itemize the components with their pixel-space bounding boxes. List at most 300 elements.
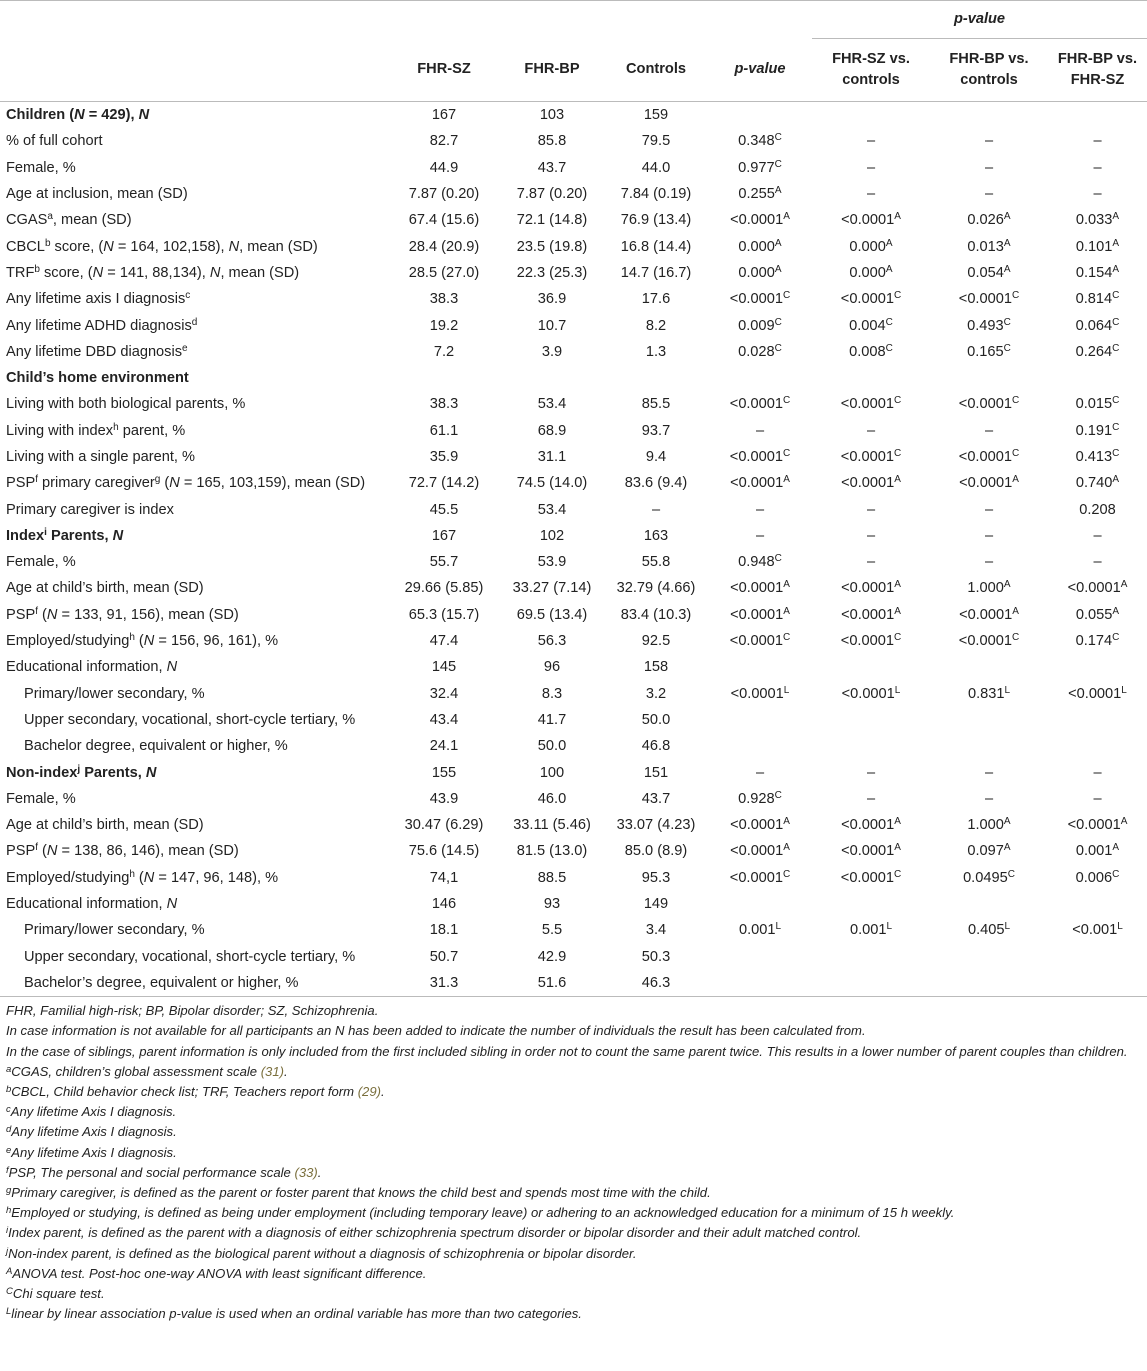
table-header (0, 1, 1147, 102)
cell-sz-vs-controls: – (866, 186, 876, 203)
row-label: CGAS$^a$, mean (SD) (6, 211, 132, 229)
cell-fhr-sz: 67.4 (15.6) (408, 212, 480, 229)
table-row (0, 444, 1147, 470)
table-row (0, 891, 1147, 917)
cell-bp-vs-controls: $0.054^A$ (967, 263, 1011, 281)
header-pvalue-group (812, 1, 1147, 39)
cell-bp-vs-sz (1048, 707, 1147, 733)
table-row (0, 812, 1147, 838)
cell-bp-vs-controls (930, 891, 1048, 917)
cell-fhr-sz: 167 (431, 107, 457, 124)
cell-controls: 76.9 (13.4) (620, 212, 692, 229)
cell-sz-vs-controls: – (866, 790, 876, 807)
row-label: Bachelor degree, equivalent or higher, % (24, 738, 288, 755)
cell-bp-vs-controls: $<0.0001^C$ (958, 448, 1020, 465)
row-label: Child’s home environment (6, 370, 189, 387)
cell-controls: 95.3 (641, 869, 671, 886)
cell-fhr-bp: 103 (539, 107, 565, 124)
cell-fhr-sz: 61.1 (429, 422, 459, 439)
table-row (0, 838, 1147, 864)
cell-fhr-sz: 75.6 (14.5) (408, 843, 480, 860)
header-sz-vs-controls: FHR-SZ vs. controls (812, 39, 930, 102)
table-row (0, 181, 1147, 207)
row-label: Any lifetime ADHD diagnosis$^d$ (6, 316, 198, 334)
cell-fhr-bp: 3.9 (541, 343, 563, 360)
cell-pvalue: $0.348^C$ (738, 132, 782, 150)
cell-bp-vs-sz (1048, 891, 1147, 917)
cell-fhr-sz: 145 (431, 659, 457, 676)
cell-pvalue: $0.000^A$ (738, 263, 782, 281)
cell-sz-vs-controls: $0.000^A$ (849, 263, 893, 281)
cell-bp-vs-sz: – (1093, 133, 1102, 150)
cell-fhr-sz: 28.5 (27.0) (408, 264, 480, 281)
table-row (0, 707, 1147, 733)
cell-bp-vs-controls (930, 707, 1048, 733)
cell-bp-vs-controls (930, 365, 1048, 391)
row-label: PSP$^f$ (N = 138, 86, 146), mean (SD) (6, 842, 239, 860)
footnote-mark: h (6, 1205, 12, 1217)
footnote: $^A$ANOVA test. Post-hoc one-way ANOVA with least significant difference. (6, 1265, 427, 1281)
cell-controls: 8.2 (645, 317, 667, 334)
table-row (0, 786, 1147, 812)
cell-pvalue: – (755, 422, 765, 439)
cell-sz-vs-controls: $0.001^L$ (849, 921, 893, 939)
cell-sz-vs-controls: $0.004^C$ (849, 316, 893, 334)
cell-bp-vs-sz (1048, 102, 1147, 129)
cell-sz-vs-controls: – (866, 527, 876, 544)
cell-sz-vs-controls: $<0.0001^A$ (841, 474, 901, 492)
cell-bp-vs-sz (1048, 654, 1147, 680)
cell-controls: 32.79 (4.66) (616, 580, 696, 597)
table-row (0, 917, 1147, 943)
row-label: Any lifetime DBD diagnosis$^e$ (6, 342, 188, 360)
cell-fhr-sz: 167 (431, 527, 457, 544)
cell-pvalue (708, 944, 812, 970)
cell-pvalue: $<0.0001^A$ (730, 605, 790, 623)
cell-bp-vs-sz: $0.055^A$ (1075, 605, 1120, 623)
cell-bp-vs-sz: $0.006^C$ (1075, 868, 1120, 886)
row-label: PSP$^f$ primary caregiver$^g$ (N = 165, 103,159), mean (SD) (6, 474, 366, 492)
section-row (0, 759, 1147, 785)
footnote: In the case of siblings, parent information is only included from the first included sibling in order not to count the same parent twice. This results in a lower number of parent couples than children. (6, 1043, 1128, 1059)
table-row (0, 391, 1147, 417)
table-row (0, 944, 1147, 970)
cell-fhr-sz: 31.3 (388, 970, 500, 997)
cell-bp-vs-sz: – (1093, 764, 1102, 781)
cell-fhr-sz: 72.7 (14.2) (408, 475, 480, 492)
table-row (0, 312, 1147, 338)
cell-bp-vs-sz: $0.814^C$ (1075, 290, 1120, 308)
table-row (0, 233, 1147, 259)
header-label-column (0, 39, 388, 102)
cell-fhr-bp: 7.87 (0.20) (516, 186, 588, 203)
footnote: $^L$linear by linear association p-value is used when an ordinal variable has more than two categories. (6, 1306, 582, 1322)
cell-controls (604, 365, 708, 391)
cell-controls: 149 (643, 896, 669, 913)
cell-fhr-bp: 42.9 (537, 948, 567, 965)
cell-bp-vs-sz: $0.064^C$ (1075, 316, 1120, 334)
cell-bp-vs-controls: – (984, 159, 994, 176)
cell-pvalue: – (755, 764, 765, 781)
cell-sz-vs-controls: $0.008^C$ (849, 342, 893, 360)
footnote: $^C$Chi square test. (6, 1285, 105, 1301)
cell-controls: 43.7 (641, 790, 671, 807)
cell-bp-vs-sz: $0.174^C$ (1075, 632, 1120, 650)
cell-sz-vs-controls (812, 891, 930, 917)
table-row (0, 549, 1147, 575)
row-label: Employed/studying$^h$ (N = 156, 96, 161), % (6, 632, 279, 650)
row-label: % of full cohort (6, 133, 103, 150)
cell-bp-vs-sz: $<0.0001^L$ (1068, 684, 1127, 702)
footnote-mark: i (6, 1225, 9, 1237)
cell-sz-vs-controls (812, 102, 930, 129)
cell-controls: 93.7 (641, 422, 671, 439)
cell-sz-vs-controls: $<0.0001^L$ (841, 684, 901, 702)
row-label: PSP$^f$ (N = 133, 91, 156), mean (SD) (6, 605, 239, 623)
cell-pvalue: $0.977^C$ (738, 158, 782, 176)
row-label: CBCL$^b$ score, (N = 164, 102,158), N, mean (SD) (6, 237, 318, 255)
cell-bp-vs-sz: $0.001^A$ (1075, 842, 1120, 860)
cell-sz-vs-controls: – (866, 764, 876, 781)
cell-bp-vs-sz: 0.208 (1079, 501, 1116, 518)
cell-bp-vs-sz: $<0.001^L$ (1072, 921, 1123, 939)
table-row (0, 654, 1147, 680)
cell-controls: 83.6 (9.4) (624, 475, 688, 492)
cell-bp-vs-controls (930, 970, 1048, 997)
table-row (0, 496, 1147, 522)
cell-sz-vs-controls: $0.000^A$ (849, 237, 893, 255)
cell-sz-vs-controls (812, 944, 930, 970)
footnote: FHR, Familial high-risk; BP, Bipolar disorder; SZ, Schizophrenia. (6, 1003, 379, 1019)
cell-fhr-bp: 33.27 (7.14) (512, 580, 592, 597)
row-label: Primary/lower secondary, % (24, 922, 205, 939)
cell-controls: 151 (643, 764, 669, 781)
cell-fhr-bp: 33.11 (5.46) (513, 817, 591, 834)
footnote-mark: c (6, 1104, 11, 1116)
footnote: $^g$Primary caregiver, is defined as the parent or foster parent that knows the child best and spends most time with the child. (6, 1184, 711, 1200)
footnote: $^h$Employed or studying, is defined as being under employment (including temporary leave) or adhering to an acknowledged education for a minimum of 15 h weekly. (6, 1205, 955, 1221)
cell-bp-vs-sz: – (1093, 527, 1102, 544)
cell-pvalue: $<0.0001^L$ (730, 684, 790, 702)
cell-bp-vs-sz: $0.413^C$ (1075, 448, 1120, 465)
cell-bp-vs-controls (930, 944, 1048, 970)
row-label: Bachelor’s degree, equivalent or higher, % (0, 970, 388, 997)
cell-fhr-sz: 155 (431, 764, 457, 781)
cell-fhr-sz: 55.7 (429, 554, 459, 571)
cell-bp-vs-controls: – (984, 554, 994, 571)
cell-sz-vs-controls (812, 654, 930, 680)
cell-fhr-bp: 53.4 (537, 501, 567, 518)
cell-pvalue (708, 365, 812, 391)
section-row (0, 365, 1147, 391)
table-row (0, 865, 1147, 891)
row-label: Living with both biological parents, % (6, 396, 246, 413)
cell-controls: 158 (643, 659, 669, 676)
footnote: $^d$Any lifetime Axis I diagnosis. (6, 1124, 177, 1140)
cell-fhr-sz: 74,1 (429, 869, 459, 886)
reference-link[interactable]: (31) (260, 1063, 284, 1079)
header-controls: Controls (604, 39, 708, 102)
cell-bp-vs-controls: – (984, 764, 994, 781)
cell-bp-vs-controls: $<0.0001^C$ (958, 632, 1020, 650)
cell-fhr-bp: 43.7 (537, 159, 567, 176)
cell-sz-vs-controls (812, 970, 930, 997)
cell-fhr-bp: 81.5 (13.0) (516, 843, 588, 860)
cell-bp-vs-controls: $1.000^A$ (967, 579, 1011, 597)
cell-fhr-bp: 53.9 (537, 554, 567, 571)
cell-sz-vs-controls: $<0.0001^C$ (840, 395, 902, 413)
cell-fhr-bp: 56.3 (537, 633, 567, 650)
header-blank (708, 1, 812, 39)
cell-sz-vs-controls: $<0.0001^C$ (840, 632, 902, 650)
footnote: $^b$CBCL, Child behavior check list; TRF, Teachers report form (29). (6, 1083, 385, 1099)
cell-controls: 159 (643, 107, 669, 124)
cell-bp-vs-sz: – (1093, 159, 1102, 176)
cell-bp-vs-sz (1048, 733, 1147, 759)
cell-fhr-bp: 10.7 (537, 317, 567, 334)
cell-pvalue: – (755, 501, 765, 518)
cell-sz-vs-controls: $<0.0001^C$ (840, 448, 902, 465)
cell-fhr-bp: 36.9 (537, 291, 567, 308)
table-row (0, 970, 1147, 997)
cell-pvalue: $<0.0001^C$ (729, 448, 791, 465)
cell-fhr-sz: 44.9 (429, 159, 459, 176)
cell-controls: 44.0 (641, 159, 671, 176)
cell-controls: 1.3 (645, 343, 667, 360)
footnote: $^e$Any lifetime Axis I diagnosis. (6, 1144, 177, 1160)
cell-controls: 14.7 (16.7) (620, 264, 692, 281)
cell-pvalue: $0.255^A$ (738, 185, 782, 203)
cell-pvalue: $<0.0001^C$ (729, 868, 791, 886)
cell-controls: 79.5 (641, 133, 671, 150)
cell-pvalue: $<0.0001^A$ (730, 842, 790, 860)
cell-pvalue: $0.000^A$ (738, 237, 782, 255)
cell-bp-vs-controls: – (984, 501, 994, 518)
section-row (0, 102, 1147, 129)
cell-controls: 85.0 (8.9) (624, 843, 688, 860)
cell-fhr-sz: 146 (431, 896, 457, 913)
cell-pvalue: $<0.0001^C$ (729, 395, 791, 413)
cell-controls: 55.8 (641, 554, 671, 571)
cell-pvalue: $0.948^C$ (738, 553, 782, 571)
cell-fhr-sz: 19.2 (429, 317, 459, 334)
cell-fhr-sz: 65.3 (15.7) (408, 606, 480, 623)
cell-bp-vs-sz: – (1093, 186, 1102, 203)
cell-fhr-bp (500, 365, 604, 391)
cell-controls: 7.84 (0.19) (620, 186, 692, 203)
row-label: TRF$^b$ score, (N = 141, 88,134), N, mean (SD) (6, 263, 300, 281)
cell-pvalue (708, 102, 812, 129)
cell-fhr-bp: 51.6 (500, 970, 604, 997)
row-label: Female, % (6, 554, 76, 571)
cell-fhr-bp: 31.1 (537, 449, 567, 465)
row-label: Children (N = 429), N (6, 107, 150, 124)
row-label: Living with a single parent, % (6, 449, 196, 465)
footnote: In case information is not available for all participants an N has been added to indicate the number of individuals the result has been calculated from. (6, 1023, 866, 1039)
cell-sz-vs-controls: – (866, 422, 876, 439)
header-blank (0, 1, 388, 39)
cell-fhr-sz: 28.4 (20.9) (408, 238, 480, 255)
footnote-mark: A (6, 1265, 13, 1277)
cell-fhr-sz: 7.2 (433, 343, 455, 360)
cell-controls: 3.2 (645, 685, 667, 702)
cell-sz-vs-controls (812, 707, 930, 733)
cell-controls: 46.8 (641, 738, 671, 755)
cell-fhr-bp: 41.7 (537, 711, 567, 728)
cell-bp-vs-controls (930, 733, 1048, 759)
section-row (0, 523, 1147, 549)
row-label: Upper secondary, vocational, short-cycle tertiary, % (24, 948, 356, 965)
cell-fhr-sz: 43.9 (429, 790, 459, 807)
header-bp-vs-sz: FHR-BP vs. FHR-SZ (1048, 39, 1147, 102)
cell-pvalue: $<0.0001^A$ (730, 579, 790, 597)
cell-fhr-bp: 74.5 (14.0) (516, 475, 588, 492)
cell-sz-vs-controls: $<0.0001^C$ (840, 290, 902, 308)
footnote-mark: a (6, 1063, 12, 1075)
cell-pvalue: $<0.0001^C$ (729, 290, 791, 308)
cell-controls: 92.5 (641, 633, 671, 650)
footnote: $^c$Any lifetime Axis I diagnosis. (6, 1104, 177, 1120)
table-row (0, 575, 1147, 601)
cell-pvalue: – (755, 527, 765, 544)
reference-link[interactable]: (33) (294, 1164, 318, 1180)
cell-bp-vs-controls: $0.493^C$ (967, 316, 1011, 334)
row-label: Primary/lower secondary, % (24, 685, 205, 702)
footnote-mark: d (6, 1124, 12, 1136)
cell-fhr-sz: 18.1 (429, 922, 459, 939)
footnote: $^a$CGAS, children’s global assessment scale (31). (6, 1063, 288, 1079)
cell-fhr-sz: 45.5 (429, 501, 459, 518)
cell-bp-vs-sz: $0.033^A$ (1075, 211, 1120, 229)
header-fhr-sz: FHR-SZ (388, 39, 500, 102)
cell-fhr-sz: 29.66 (5.85) (404, 580, 484, 597)
cell-sz-vs-controls: $<0.0001^A$ (841, 211, 901, 229)
reference-link[interactable]: (29) (357, 1083, 381, 1099)
cell-fhr-bp: 53.4 (537, 396, 567, 413)
cell-bp-vs-controls: $0.165^C$ (967, 342, 1011, 360)
table-body (0, 102, 1147, 997)
cell-fhr-sz: 82.7 (429, 133, 459, 150)
cell-fhr-sz: 38.3 (429, 291, 459, 308)
cell-bp-vs-sz: $0.101^A$ (1075, 237, 1120, 255)
row-label: Age at child’s birth, mean (SD) (6, 580, 204, 597)
cell-pvalue: $<0.0001^A$ (730, 474, 790, 492)
cell-pvalue: $0.001^L$ (738, 921, 782, 939)
cell-controls: 163 (643, 527, 669, 544)
table-footnotes (0, 997, 1147, 1324)
cell-fhr-bp: 100 (539, 764, 565, 781)
cell-pvalue: $<0.0001^A$ (730, 816, 790, 834)
row-label: Index$^i$ Parents, N (6, 526, 124, 544)
cell-fhr-sz: 24.1 (429, 738, 459, 755)
cell-fhr-sz (388, 365, 500, 391)
cell-controls: 46.3 (604, 970, 708, 997)
cell-bp-vs-sz: $0.015^C$ (1075, 395, 1120, 413)
cell-bp-vs-sz: $<0.0001^A$ (1067, 816, 1128, 834)
cell-bp-vs-sz: $0.264^C$ (1075, 342, 1120, 360)
footnote-mark: L (6, 1306, 12, 1318)
cell-pvalue: $<0.0001^A$ (730, 211, 790, 229)
cell-fhr-sz: 38.3 (429, 396, 459, 413)
table-row (0, 155, 1147, 181)
footnote: $^f$PSP, The personal and social performance scale (33). (6, 1164, 322, 1180)
cell-sz-vs-controls: – (866, 554, 876, 571)
row-label: Primary caregiver is index (6, 501, 174, 518)
table-row (0, 628, 1147, 654)
cell-pvalue (708, 707, 812, 733)
row-label: Female, % (6, 790, 76, 807)
row-label: Living with index$^h$ parent, % (6, 421, 186, 439)
row-label: Age at inclusion, mean (SD) (6, 186, 188, 203)
cell-bp-vs-controls: $0.026^A$ (967, 211, 1011, 229)
cell-bp-vs-controls: $<0.0001^A$ (959, 605, 1019, 623)
cell-controls: 50.3 (641, 948, 671, 965)
cell-sz-vs-controls: – (866, 133, 876, 150)
footnote: $^j$Non-index parent, is defined as the biological parent without a diagnosis of schizophrenia or bipolar disorder. (6, 1245, 637, 1261)
cell-controls: 3.4 (645, 922, 667, 939)
cell-fhr-bp: 5.5 (541, 922, 563, 939)
header-pvalue-group-label: p-value (953, 11, 1006, 27)
cell-sz-vs-controls (812, 733, 930, 759)
cell-fhr-bp: 69.5 (13.4) (516, 606, 588, 623)
cell-pvalue (708, 654, 812, 680)
cell-controls: 17.6 (641, 291, 671, 308)
row-label: Non-index$^j$ Parents, N (6, 763, 157, 781)
cell-controls: 9.4 (645, 449, 667, 465)
cell-bp-vs-controls: $<0.0001^C$ (958, 290, 1020, 308)
cell-pvalue (708, 891, 812, 917)
footnote-mark: g (6, 1184, 12, 1196)
row-label: Educational information, N (6, 659, 178, 676)
cell-fhr-sz: 7.87 (0.20) (408, 186, 480, 203)
cell-bp-vs-sz: $<0.0001^A$ (1067, 579, 1128, 597)
footnote-mark: C (6, 1285, 13, 1297)
cell-fhr-bp: 102 (539, 527, 565, 544)
footnote-mark: b (6, 1083, 12, 1095)
cell-bp-vs-controls: – (984, 790, 994, 807)
cell-bp-vs-controls: $<0.0001^A$ (959, 474, 1019, 492)
cell-fhr-sz: 32.4 (429, 685, 459, 702)
cell-fhr-bp: 93 (543, 896, 561, 913)
cell-bp-vs-controls: $0.0495^C$ (963, 868, 1015, 886)
cell-fhr-bp: 8.3 (541, 685, 563, 702)
cell-fhr-bp: 85.8 (537, 133, 567, 150)
cell-bp-vs-sz (1048, 365, 1147, 391)
row-label: Age at child’s birth, mean (SD) (6, 817, 204, 834)
table-row (0, 128, 1147, 154)
footnote-mark: f (6, 1164, 9, 1176)
cell-fhr-bp: 23.5 (19.8) (516, 238, 588, 255)
cell-fhr-sz: 50.7 (429, 948, 459, 965)
cell-pvalue (708, 970, 812, 997)
cell-sz-vs-controls (812, 365, 930, 391)
cell-bp-vs-controls: $0.831^L$ (967, 684, 1011, 702)
cell-fhr-sz: 30.47 (6.29) (404, 817, 484, 834)
header-blank (388, 1, 500, 39)
cell-controls: 50.0 (641, 711, 671, 728)
table-row (0, 733, 1147, 759)
cell-bp-vs-sz: $0.191^C$ (1075, 421, 1120, 439)
table-row (0, 470, 1147, 496)
cell-fhr-bp: 22.3 (25.3) (516, 264, 588, 281)
cell-controls: 33.07 (4.23) (616, 817, 696, 834)
cell-sz-vs-controls: $<0.0001^A$ (841, 816, 901, 834)
cell-bp-vs-controls: $<0.0001^C$ (958, 395, 1020, 413)
header-blank (604, 1, 708, 39)
cell-controls: 16.8 (14.4) (620, 238, 692, 255)
cell-controls: – (651, 501, 661, 518)
row-label: Female, % (6, 159, 76, 176)
